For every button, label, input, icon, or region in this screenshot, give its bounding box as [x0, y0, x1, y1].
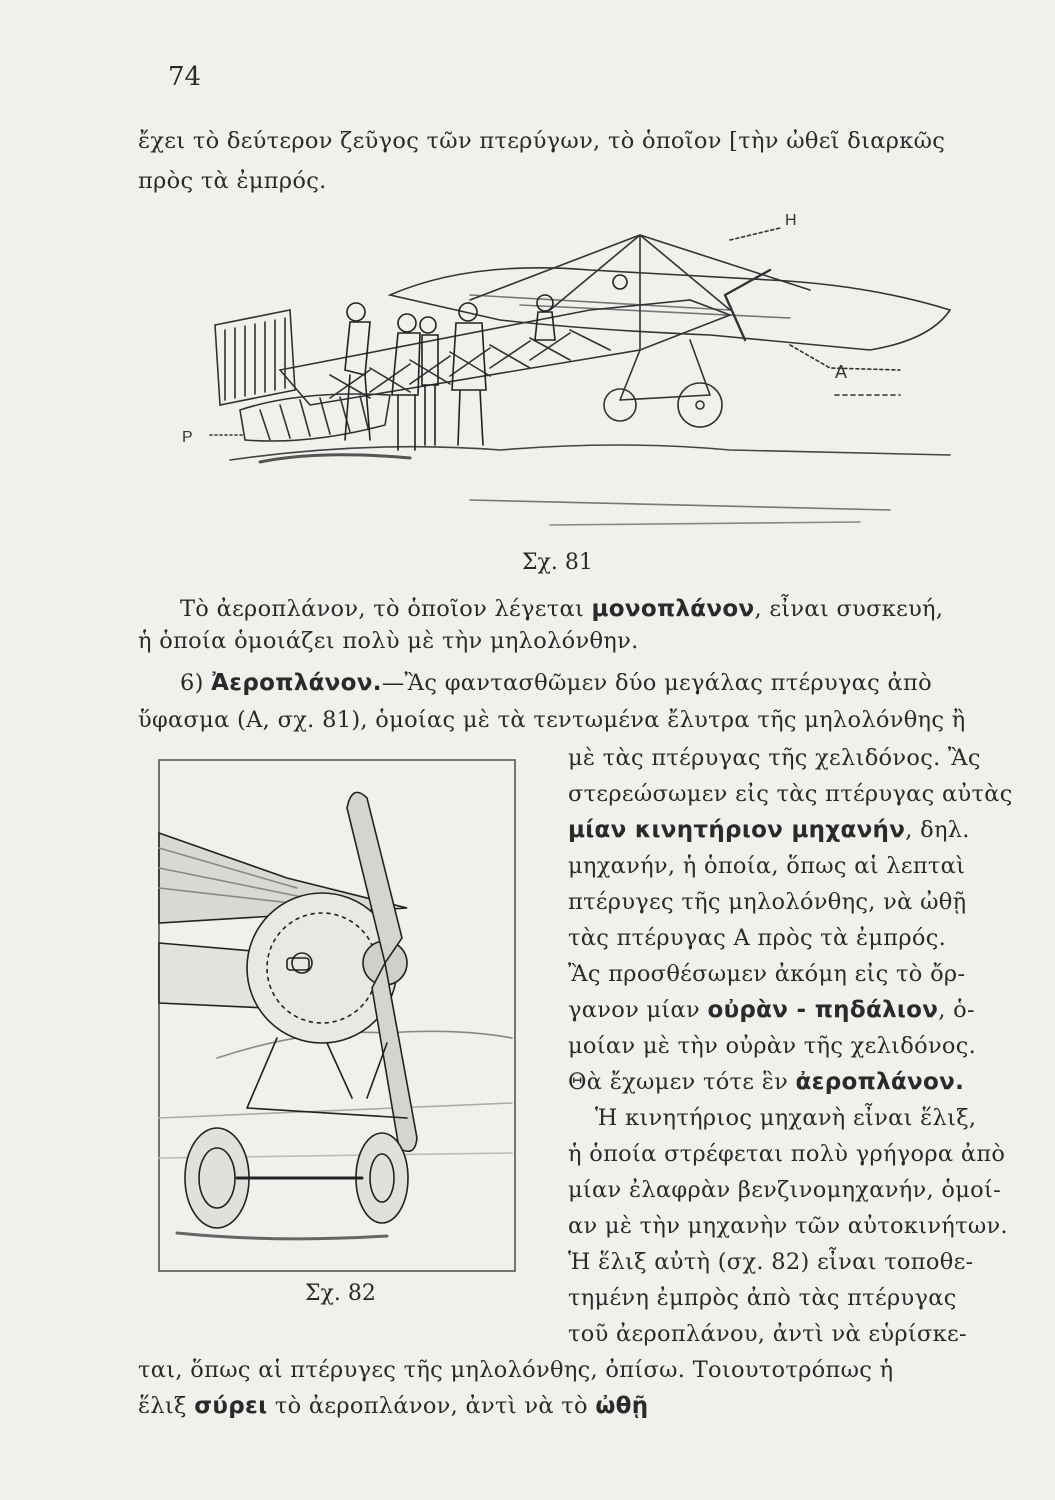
monoplane-line-1: [180, 598, 943, 621]
section-heading: Ἀεροπλάνον.: [211, 670, 382, 696]
right-line-10-start: Θὰ ἔχωμεν τότε ἓν: [568, 1069, 796, 1095]
figure-82-caption: Σχ. 82: [305, 1281, 376, 1306]
monoplane-term: μονοπλάνον: [591, 596, 755, 622]
right-line-5: πτέρυγες τῆς μηλολόνθης, νὰ ὠθῇ: [568, 889, 967, 915]
closing-line-1: ται, ὅπως αἱ πτέρυγες τῆς μηλολόνθης, ὀπίσω. Τοιουτοτρόπως ἡ: [138, 1357, 894, 1383]
monoplane-text-end: , εἶναι συσκευή,: [754, 596, 944, 622]
section-6-line-2: ὕφασμα (Α, σχ. 81), ὁμοίας μὲ τὰ τεντωμένα ἔλυτρα τῆς μηλολόνθης ἢ: [138, 707, 966, 733]
right-line-8-start: γανον μίαν: [568, 997, 708, 1023]
right-line-8-end: , ὁ-: [938, 997, 975, 1023]
section-6-line-1: [180, 672, 932, 695]
right-line-3: [568, 819, 970, 842]
right-line-13: μίαν ἐλαφρὰν βενζινομηχανήν, ὁμοί-: [568, 1177, 1001, 1203]
monoplane-line-2: ἡ ὁποία ὁμοιάζει πολὺ μὲ τὴν μηλολόνθην.: [138, 628, 639, 654]
right-line-7: Ἂς προσθέσωμεν ἀκόμη εἰς τὸ ὄρ-: [568, 961, 966, 987]
pulls-term: σύρει: [194, 1393, 268, 1419]
right-line-16: τημένη ἐμπρὸς ἀπὸ τὰς πτέρυγας: [568, 1285, 957, 1311]
right-line-1: μὲ τὰς πτέρυγας τῆς χελιδόνος. Ἂς: [568, 745, 981, 771]
right-line-11: Ἡ κινητήριος μηχανὴ εἶναι ἕλιξ,: [595, 1105, 977, 1131]
right-line-14: αν μὲ τὴν μηχανὴν τῶν αὐτοκινήτων.: [568, 1213, 1008, 1239]
monoplane-text: Τὸ ἀεροπλάνον, τὸ ὁποῖον λέγεται: [180, 596, 592, 622]
right-line-17: τοῦ ἀεροπλάνου, ἀντὶ νὰ εὑρίσκε-: [568, 1321, 967, 1347]
figure-82-propeller-illustration: [157, 758, 517, 1273]
right-line-12: ἡ ὁποία στρέφεται πολὺ γρήγορα ἀπὸ: [568, 1141, 1006, 1167]
figure-81-caption: Σχ. 81: [522, 550, 593, 575]
right-line-2: στερεώσωμεν εἰς τὰς πτέρυγας αὐτὰς: [568, 781, 1013, 807]
right-line-15: Ἡ ἕλιξ αὐτὴ (σχ. 82) εἶναι τοποθε-: [568, 1249, 974, 1275]
right-line-10: [568, 1071, 964, 1094]
engine-term: μίαν κινητήριον μηχανήν: [568, 817, 906, 843]
closing-text-2: τὸ ἀεροπλάνον, ἀντὶ νὰ τὸ: [267, 1393, 596, 1419]
figure-81-label-h: Η: [785, 212, 797, 229]
page-number: 74: [168, 62, 202, 92]
section-number: 6): [180, 670, 212, 696]
pushes-term: ὠθῇ: [595, 1393, 649, 1419]
figure-81-label-a: Α: [835, 362, 848, 382]
right-line-9: μοίαν μὲ τὴν οὐρὰν τῆς χελιδόνος.: [568, 1033, 977, 1059]
airplane-term: ἀεροπλάνον.: [795, 1069, 965, 1095]
right-line-8: [568, 999, 975, 1022]
right-line-4: μηχανήν, ἡ ὁποία, ὅπως αἱ λεπταὶ: [568, 853, 966, 879]
right-line-3-end: , δηλ.: [905, 817, 970, 843]
closing-line-2: [138, 1395, 648, 1418]
closing-text-1: ἕλιξ: [138, 1393, 195, 1419]
intro-line-2: πρὸς τὰ ἐμπρός.: [138, 168, 327, 194]
tail-rudder-term: οὐρὰν - πηδάλιον: [707, 997, 939, 1023]
right-line-6: τὰς πτέρυγας Α πρὸς τὰ ἐμπρός.: [568, 925, 947, 951]
section-6-text: —Ἂς φαντασθῶμεν δύο μεγάλας πτέρυγας ἀπὸ: [381, 670, 932, 696]
intro-line-1: ἔχει τὸ δεύτερον ζεῦγος τῶν πτερύγων, τὸ ὁποῖον [τὴν ὠθεῖ διαρκῶς: [138, 128, 946, 154]
figure-81-label-p: P: [182, 429, 193, 446]
figure-81-monoplane-illustration: [170, 200, 970, 540]
